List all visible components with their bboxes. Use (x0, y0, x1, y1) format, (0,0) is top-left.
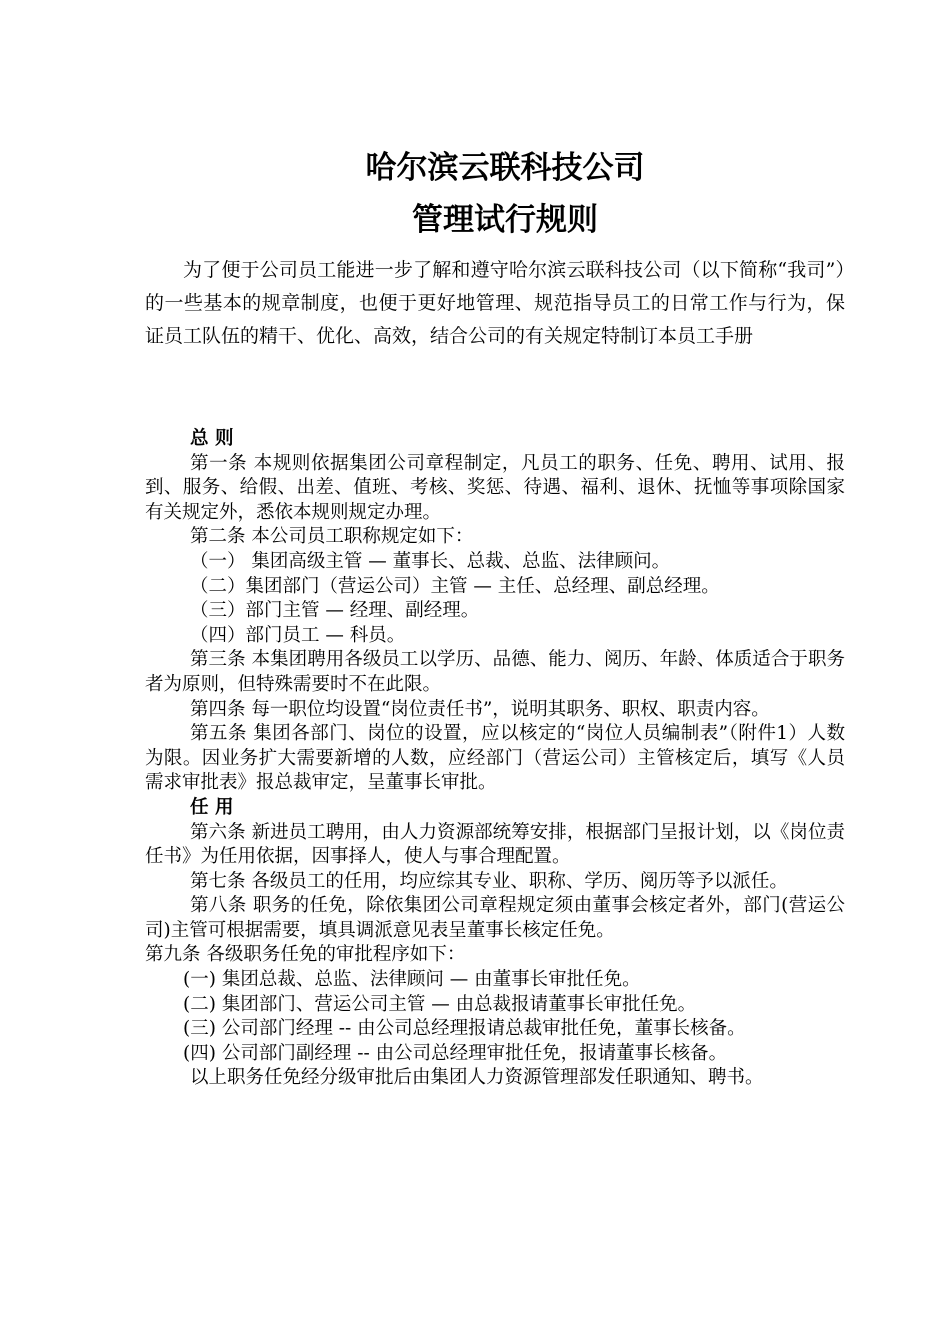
article-7: 第七条 各级员工的任用，均应综其专业、职称、学历、阅历等予以派任。 (190, 870, 788, 892)
article-9: 第九条 各级职务任免的审批程序如下： (145, 944, 466, 966)
article-1: 第一条 本规则依据集团公司章程制定，凡员工的职务、任免、聘用、试用、报到、服务、给假、出差、值班、考核、奖惩、待遇、福利、退休、抚恤等事项除国家有关规定外，悉依本规则规定办理。 (145, 452, 845, 523)
article-9-item-2: (二) 集团部门、营运公司主管 — 由总裁报请董事长审批任免。 (183, 993, 697, 1015)
article-9-item-1: (一) 集团总裁、总监、法律顾问 — 由董事长审批任免。 (183, 969, 641, 991)
rules-body (145, 427, 845, 1091)
article-2: 第二条 本公司员工职称规定如下： (190, 526, 474, 548)
article-5: 第五条 集团各部门、岗位的设置，应以核定的“岗位人员编制表”（附件1）人数为限。因业务扩大需要新增的人数，应经部门（营运公司）主管核定后，填写《人员需求审批表》报总裁审定，呈董事长审批。 (145, 723, 845, 794)
article-2-item-2: （二）集团部门（营运公司）主管 — 主任、总经理、副总经理。 (190, 575, 720, 597)
article-9-item-3: (三) 公司部门经理 -- 由公司总经理报请总裁审批任免，董事长核备。 (183, 1018, 746, 1040)
article-4: 第四条 每一职位均设置“岗位责任书”，说明其职务、职权、职责内容。 (190, 698, 770, 720)
closing-paragraph: 以上职务任免经分级审批后由集团人力资源管理部发任职通知、聘书。 (190, 1067, 764, 1089)
section-heading-general: 总 则 (190, 428, 234, 449)
article-2-item-4: （四）部门员工 — 科员。 (190, 624, 406, 646)
document-subtitle: 管理试行规则 (412, 202, 598, 238)
article-6: 第六条 新进员工聘用，由人力资源部统筹安排，根据部门呈报计划，以《岗位责任书》为任用依据，因事择人，使人与事合理配置。 (145, 821, 845, 868)
document-title: 哈尔滨云联科技公司 (365, 150, 645, 186)
section-heading-appointment: 任 用 (190, 796, 234, 818)
article-2-item-1: （一） 集团高级主管 — 董事长、总裁、总监、法律顾问。 (190, 550, 671, 572)
article-9-item-4: (四) 公司部门副经理 -- 由公司总经理审批任免，报请董事长核备。 (183, 1042, 728, 1064)
article-2-item-3: （三）部门主管 — 经理、副经理。 (190, 600, 480, 622)
intro-paragraph: 为了便于公司员工能进一步了解和遵守哈尔滨云联科技公司（以下简称“我司”）的一些基本的规章制度，也便于更好地管理、规范指导员工的日常工作与行为，保证员工队伍的精干、优化、高效，结合公司的有关规定特制订本员工手册 (145, 259, 845, 347)
article-3: 第三条 本集团聘用各级员工以学历、品德、能力、阅历、年龄、体质适合于职务者为原则，但特殊需要时不在此限。 (145, 649, 845, 695)
article-8: 第八条 职务的任免，除依集团公司章程规定须由董事会核定者外，部门(营运公司)主管可根据需要，填具调派意见表呈董事长核定任免。 (145, 895, 845, 941)
